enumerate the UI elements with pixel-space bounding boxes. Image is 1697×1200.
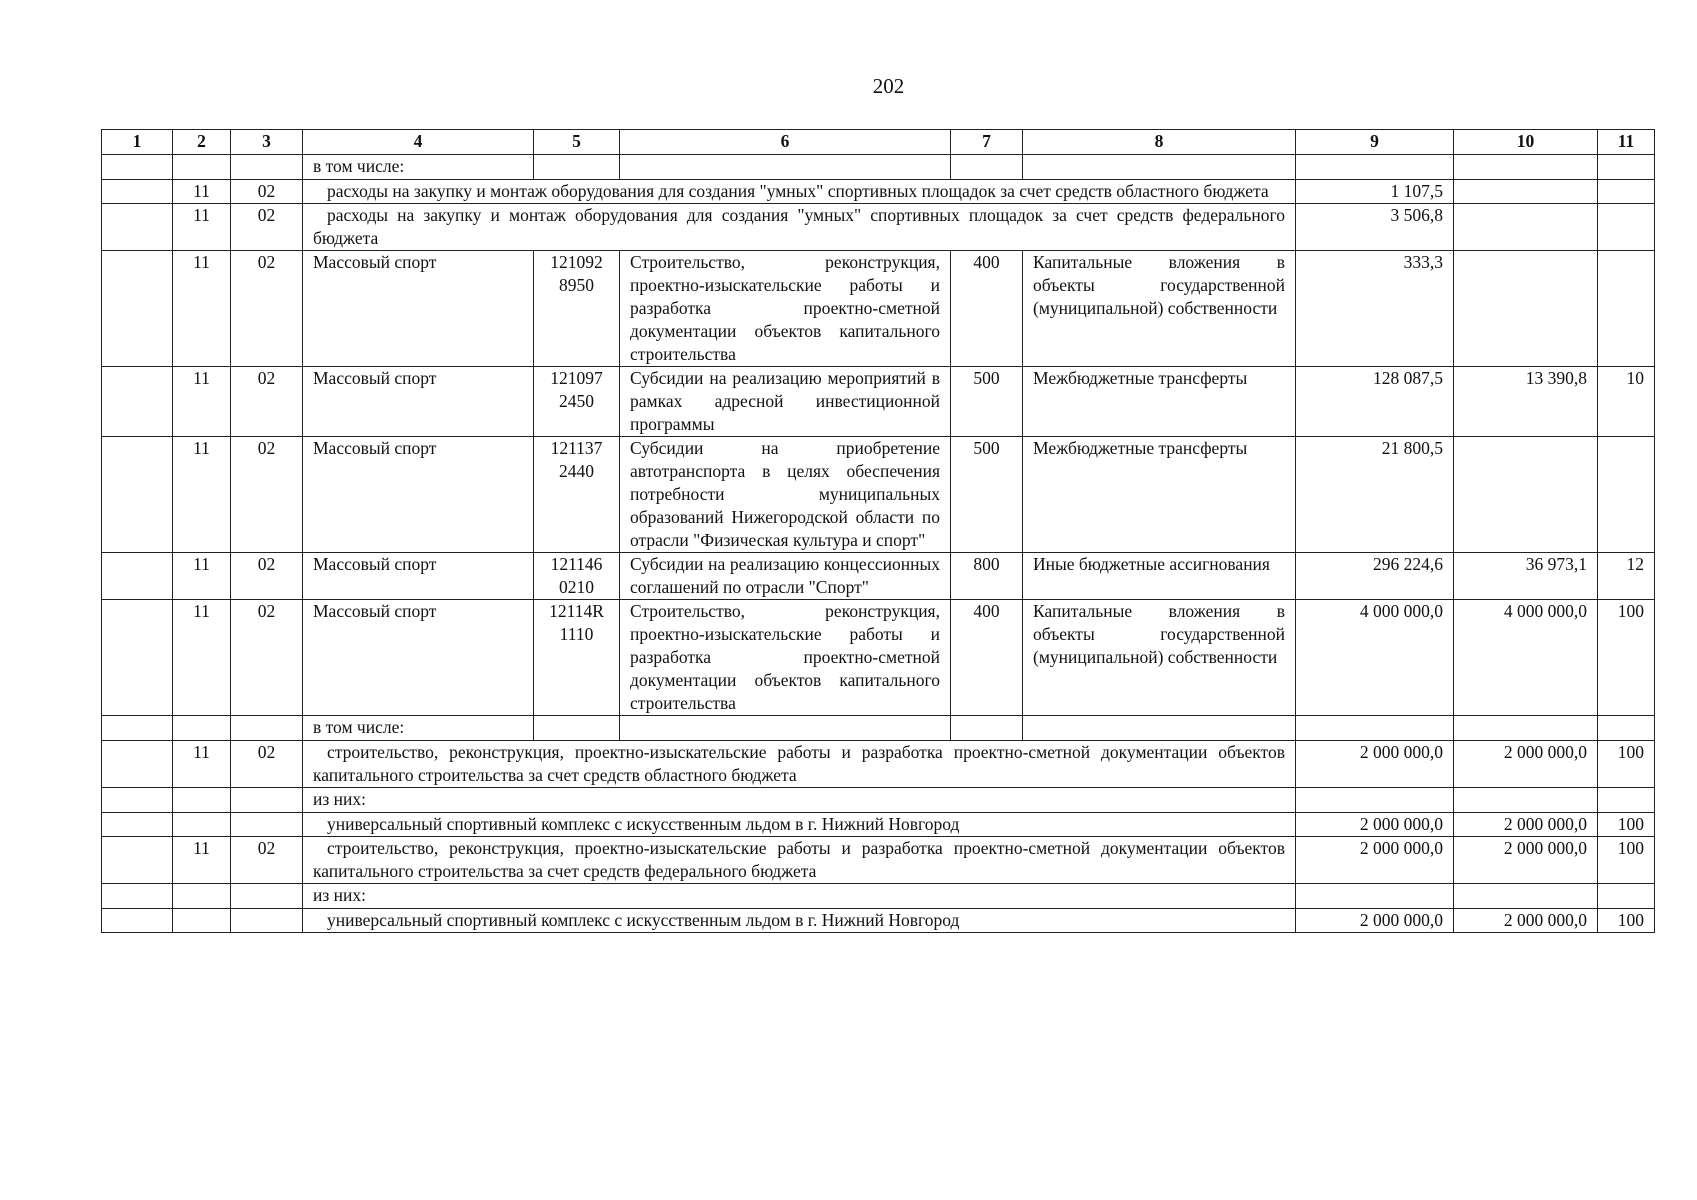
program-name: Массовый спорт bbox=[303, 251, 534, 367]
table-row bbox=[102, 788, 1655, 813]
subsection-code: 02 bbox=[231, 367, 303, 437]
col3-cell bbox=[231, 155, 303, 180]
amount-col10: 4 000 000,0 bbox=[1454, 600, 1598, 716]
header-cell: 9 bbox=[1296, 130, 1454, 155]
col9-cell bbox=[1296, 884, 1454, 909]
col9-cell bbox=[1296, 716, 1454, 741]
page-number: 202 bbox=[872, 74, 905, 98]
expense-description: строительство, реконструкция, проектно-изыскательские работы и разработка проектно-сметной документации объектов капитального строительства за счет средств федерального бюджета bbox=[303, 837, 1296, 884]
header-cell: 7 bbox=[951, 130, 1023, 155]
subsection-code bbox=[231, 909, 303, 933]
col9-cell bbox=[1296, 155, 1454, 180]
expense-description: расходы на закупку и монтаж оборудования для создания "умных" спортивных площадок за счет средств областного бюджета bbox=[303, 180, 1296, 204]
section-code: 11 bbox=[173, 204, 231, 251]
col1-cell bbox=[102, 716, 173, 741]
col2-cell bbox=[173, 788, 231, 813]
col1-cell bbox=[102, 788, 173, 813]
header-row bbox=[102, 130, 1655, 155]
col3-cell bbox=[231, 716, 303, 741]
subsection-code: 02 bbox=[231, 204, 303, 251]
header-cell: 5 bbox=[534, 130, 620, 155]
header-cell: 4 bbox=[303, 130, 534, 155]
target-article-code: 121137 2440 bbox=[534, 437, 620, 553]
subsection-code: 02 bbox=[231, 251, 303, 367]
col10-cell bbox=[1454, 716, 1598, 741]
section-code: 11 bbox=[173, 600, 231, 716]
section-code: 11 bbox=[173, 367, 231, 437]
col6-cell bbox=[620, 155, 951, 180]
amount-col10: 2 000 000,0 bbox=[1454, 741, 1598, 788]
subsection-code bbox=[231, 813, 303, 837]
percent-col11 bbox=[1598, 251, 1655, 367]
col11-cell bbox=[1598, 155, 1655, 180]
note-cell: в том числе: bbox=[303, 155, 534, 180]
amount-col10: 2 000 000,0 bbox=[1454, 909, 1598, 933]
col9-cell bbox=[1296, 788, 1454, 813]
target-article-code: 121146 0210 bbox=[534, 553, 620, 600]
expense-description: Строительство, реконструкция, проектно-изыскательские работы и разработка проектно-сметной документации объектов капитального строительства bbox=[620, 251, 951, 367]
subsection-code: 02 bbox=[231, 741, 303, 788]
note-cell: в том числе: bbox=[303, 716, 534, 741]
table-row bbox=[102, 180, 1655, 204]
col1-cell bbox=[102, 909, 173, 933]
target-article-code: 121097 2450 bbox=[534, 367, 620, 437]
header-cell: 10 bbox=[1454, 130, 1598, 155]
subsection-code: 02 bbox=[231, 837, 303, 884]
table-row bbox=[102, 909, 1655, 933]
amount-col9: 296 224,6 bbox=[1296, 553, 1454, 600]
expense-type-code: 400 bbox=[951, 251, 1023, 367]
col8-cell bbox=[1023, 716, 1296, 741]
col11-cell bbox=[1598, 716, 1655, 741]
expense-type-code: 500 bbox=[951, 437, 1023, 553]
col1-cell bbox=[102, 813, 173, 837]
amount-col9: 2 000 000,0 bbox=[1296, 909, 1454, 933]
col10-cell bbox=[1454, 788, 1598, 813]
col1-cell bbox=[102, 367, 173, 437]
col5-cell bbox=[534, 155, 620, 180]
header-cell: 1 bbox=[102, 130, 173, 155]
expense-description: Субсидии на приобретение автотранспорта в целях обеспечения потребности муниципальных образований Нижегородской области по отрасли "Физическая культура и спорт" bbox=[620, 437, 951, 553]
table-row bbox=[102, 204, 1655, 251]
subsection-code: 02 bbox=[231, 180, 303, 204]
amount-col10 bbox=[1454, 251, 1598, 367]
program-name: Массовый спорт bbox=[303, 437, 534, 553]
subsection-code: 02 bbox=[231, 600, 303, 716]
percent-col11: 12 bbox=[1598, 553, 1655, 600]
header-cell: 8 bbox=[1023, 130, 1296, 155]
section-code bbox=[173, 909, 231, 933]
program-name: Массовый спорт bbox=[303, 600, 534, 716]
percent-col11: 100 bbox=[1598, 837, 1655, 884]
col7-cell bbox=[951, 155, 1023, 180]
table-row bbox=[102, 437, 1655, 553]
target-article-code: 12114R 1110 bbox=[534, 600, 620, 716]
program-name: Массовый спорт bbox=[303, 553, 534, 600]
percent-col11: 100 bbox=[1598, 600, 1655, 716]
percent-col11 bbox=[1598, 437, 1655, 553]
amount-col9: 3 506,8 bbox=[1296, 204, 1454, 251]
table-row bbox=[102, 553, 1655, 600]
percent-col11 bbox=[1598, 204, 1655, 251]
expense-type-name: Межбюджетные трансферты bbox=[1023, 437, 1296, 553]
note-cell: из них: bbox=[303, 884, 1296, 909]
col1-cell bbox=[102, 180, 173, 204]
subsection-code: 02 bbox=[231, 553, 303, 600]
header-cell: 6 bbox=[620, 130, 951, 155]
col10-cell bbox=[1454, 884, 1598, 909]
amount-col10: 36 973,1 bbox=[1454, 553, 1598, 600]
object-name: универсальный спортивный комплекс с искусственным льдом в г. Нижний Новгород bbox=[303, 909, 1296, 933]
col11-cell bbox=[1598, 884, 1655, 909]
col8-cell bbox=[1023, 155, 1296, 180]
expense-type-code: 800 bbox=[951, 553, 1023, 600]
table-row bbox=[102, 600, 1655, 716]
col6-cell bbox=[620, 716, 951, 741]
amount-col9: 333,3 bbox=[1296, 251, 1454, 367]
col1-cell bbox=[102, 251, 173, 367]
amount-col10 bbox=[1454, 204, 1598, 251]
table-row bbox=[102, 741, 1655, 788]
expense-description: Субсидии на реализацию концессионных соглашений по отрасли "Спорт" bbox=[620, 553, 951, 600]
col1-cell bbox=[102, 437, 173, 553]
percent-col11: 10 bbox=[1598, 367, 1655, 437]
table-row bbox=[102, 716, 1655, 741]
header-cell: 3 bbox=[231, 130, 303, 155]
amount-col9: 2 000 000,0 bbox=[1296, 741, 1454, 788]
section-code bbox=[173, 813, 231, 837]
col1-cell bbox=[102, 204, 173, 251]
amount-col10: 13 390,8 bbox=[1454, 367, 1598, 437]
section-code: 11 bbox=[173, 553, 231, 600]
col1-cell bbox=[102, 553, 173, 600]
percent-col11: 100 bbox=[1598, 813, 1655, 837]
amount-col9: 2 000 000,0 bbox=[1296, 837, 1454, 884]
col10-cell bbox=[1454, 155, 1598, 180]
table-row bbox=[102, 884, 1655, 909]
header-cell: 11 bbox=[1598, 130, 1655, 155]
col1-cell bbox=[102, 837, 173, 884]
amount-col9: 21 800,5 bbox=[1296, 437, 1454, 553]
col2-cell bbox=[173, 716, 231, 741]
table-row bbox=[102, 813, 1655, 837]
target-article-code: 121092 8950 bbox=[534, 251, 620, 367]
percent-col11: 100 bbox=[1598, 909, 1655, 933]
col3-cell bbox=[231, 788, 303, 813]
expense-type-code: 400 bbox=[951, 600, 1023, 716]
subsection-code: 02 bbox=[231, 437, 303, 553]
section-code: 11 bbox=[173, 251, 231, 367]
col7-cell bbox=[951, 716, 1023, 741]
section-code: 11 bbox=[173, 437, 231, 553]
expense-description: Субсидии на реализацию мероприятий в рамках адресной инвестиционной программы bbox=[620, 367, 951, 437]
col11-cell bbox=[1598, 788, 1655, 813]
col1-cell bbox=[102, 884, 173, 909]
header-cell: 2 bbox=[173, 130, 231, 155]
amount-col10 bbox=[1454, 437, 1598, 553]
expense-description: строительство, реконструкция, проектно-изыскательские работы и разработка проектно-сметной документации объектов капитального строительства за счет средств областного бюджета bbox=[303, 741, 1296, 788]
expense-type-name: Капитальные вложения в объекты государственной (муниципальной) собственности bbox=[1023, 600, 1296, 716]
col2-cell bbox=[173, 884, 231, 909]
amount-col9: 4 000 000,0 bbox=[1296, 600, 1454, 716]
col1-cell bbox=[102, 741, 173, 788]
table-row bbox=[102, 155, 1655, 180]
table-row bbox=[102, 837, 1655, 884]
amount-col9: 128 087,5 bbox=[1296, 367, 1454, 437]
amount-col10: 2 000 000,0 bbox=[1454, 837, 1598, 884]
col1-cell bbox=[102, 600, 173, 716]
expense-type-name: Иные бюджетные ассигнования bbox=[1023, 553, 1296, 600]
expense-type-name: Капитальные вложения в объекты государственной (муниципальной) собственности bbox=[1023, 251, 1296, 367]
expense-type-name: Межбюджетные трансферты bbox=[1023, 367, 1296, 437]
expense-description: расходы на закупку и монтаж оборудования для создания "умных" спортивных площадок за счет средств федерального бюджета bbox=[303, 204, 1296, 251]
table-row bbox=[102, 251, 1655, 367]
amount-col9: 2 000 000,0 bbox=[1296, 813, 1454, 837]
object-name: универсальный спортивный комплекс с искусственным льдом в г. Нижний Новгород bbox=[303, 813, 1296, 837]
col2-cell bbox=[173, 155, 231, 180]
expense-type-code: 500 bbox=[951, 367, 1023, 437]
amount-col10 bbox=[1454, 180, 1598, 204]
expense-description: Строительство, реконструкция, проектно-изыскательские работы и разработка проектно-сметной документации объектов капитального строительства bbox=[620, 600, 951, 716]
percent-col11: 100 bbox=[1598, 741, 1655, 788]
amount-col10: 2 000 000,0 bbox=[1454, 813, 1598, 837]
section-code: 11 bbox=[173, 741, 231, 788]
amount-col9: 1 107,5 bbox=[1296, 180, 1454, 204]
program-name: Массовый спорт bbox=[303, 367, 534, 437]
col3-cell bbox=[231, 884, 303, 909]
section-code: 11 bbox=[173, 837, 231, 884]
col5-cell bbox=[534, 716, 620, 741]
note-cell: из них: bbox=[303, 788, 1296, 813]
budget-table bbox=[101, 129, 1655, 933]
table-row bbox=[102, 367, 1655, 437]
col1-cell bbox=[102, 155, 173, 180]
percent-col11 bbox=[1598, 180, 1655, 204]
section-code: 11 bbox=[173, 180, 231, 204]
